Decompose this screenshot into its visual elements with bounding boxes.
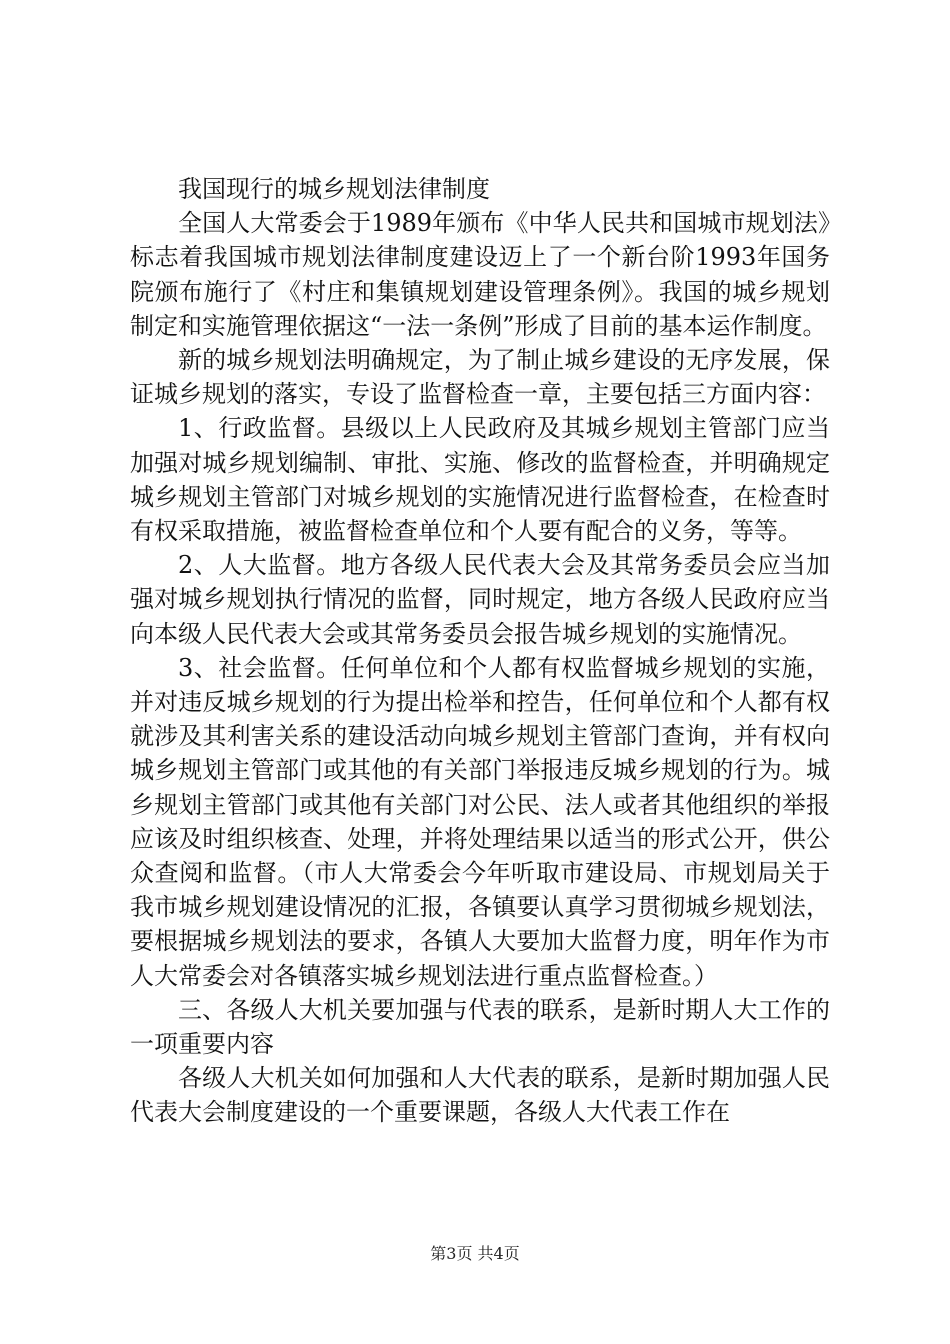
document-body [130,172,830,1130]
paragraph-item-1: 1、行政监督。县级以上人民政府及其城乡规划主管部门应当加强对城乡规划编制、审批、实施、修改的监督检查，并明确规定城乡规划主管部门对城乡规划的实施情况进行监督检查，在检查时有权采取措施，被监督检查单位和个人要有配合的义务，等等。 [130,414,830,546]
page-footer: 第3页 共4页 [430,1244,520,1263]
section-heading: 三、各级人大机关要加强与代表的联系，是新时期人大工作的一项重要内容 [130,995,830,1059]
paragraph-item-3: 3、社会监督。任何单位和个人都有权监督城乡规划的实施，并对违反城乡规划的行为提出检举和控告，任何单位和个人都有权就涉及其利害关系的建设活动向城乡规划主管部门查询，并有权向城乡规划主管部门或其他的有关部门举报违反城乡规划的行为。城乡规划主管部门或其他有关部门对公民、法人或者其他组织的举报应该及时组织核查、处理，并将处理结果以适当的形式公开，供公众查阅和监督。（市人大常委会今年听取市建设局、市规划局关于我市城乡规划建设情况的汇报，各镇要认真学习贯彻城乡规划法，要根据城乡规划法的要求，各镇人大要加大监督力度，明年作为市人大常委会对各镇落实城乡规划法进行重点监督检查。） [130,653,830,990]
paragraph-item-2: 2、人大监督。地方各级人民代表大会及其常务委员会应当加强对城乡规划执行情况的监督，同时规定，地方各级人民政府应当向本级人民代表大会或其常务委员会报告城乡规划的实施情况。 [130,551,830,648]
paragraph: 新的城乡规划法明确规定，为了制止城乡建设的无序发展，保证城乡规划的落实，专设了监督检查一章，主要包括三方面内容： [130,346,830,409]
paragraph: 全国人大常委会于1989年颁布《中华人民共和国城市规划法》标志着我国城市规划法律制度建设迈上了一个新台阶1993年国务院颁布施行了《村庄和集镇规划建设管理条例》。我国的城乡规划制定和实施管理依据这“一法一条例”形成了目前的基本运作制度。 [130,209,830,340]
paragraph: 各级人大机关如何加强和人大代表的联系，是新时期加强人民代表大会制度建设的一个重要课题，各级人大代表工作在 [130,1064,830,1127]
section-heading: 我国现行的城乡规划法律制度 [178,175,490,203]
